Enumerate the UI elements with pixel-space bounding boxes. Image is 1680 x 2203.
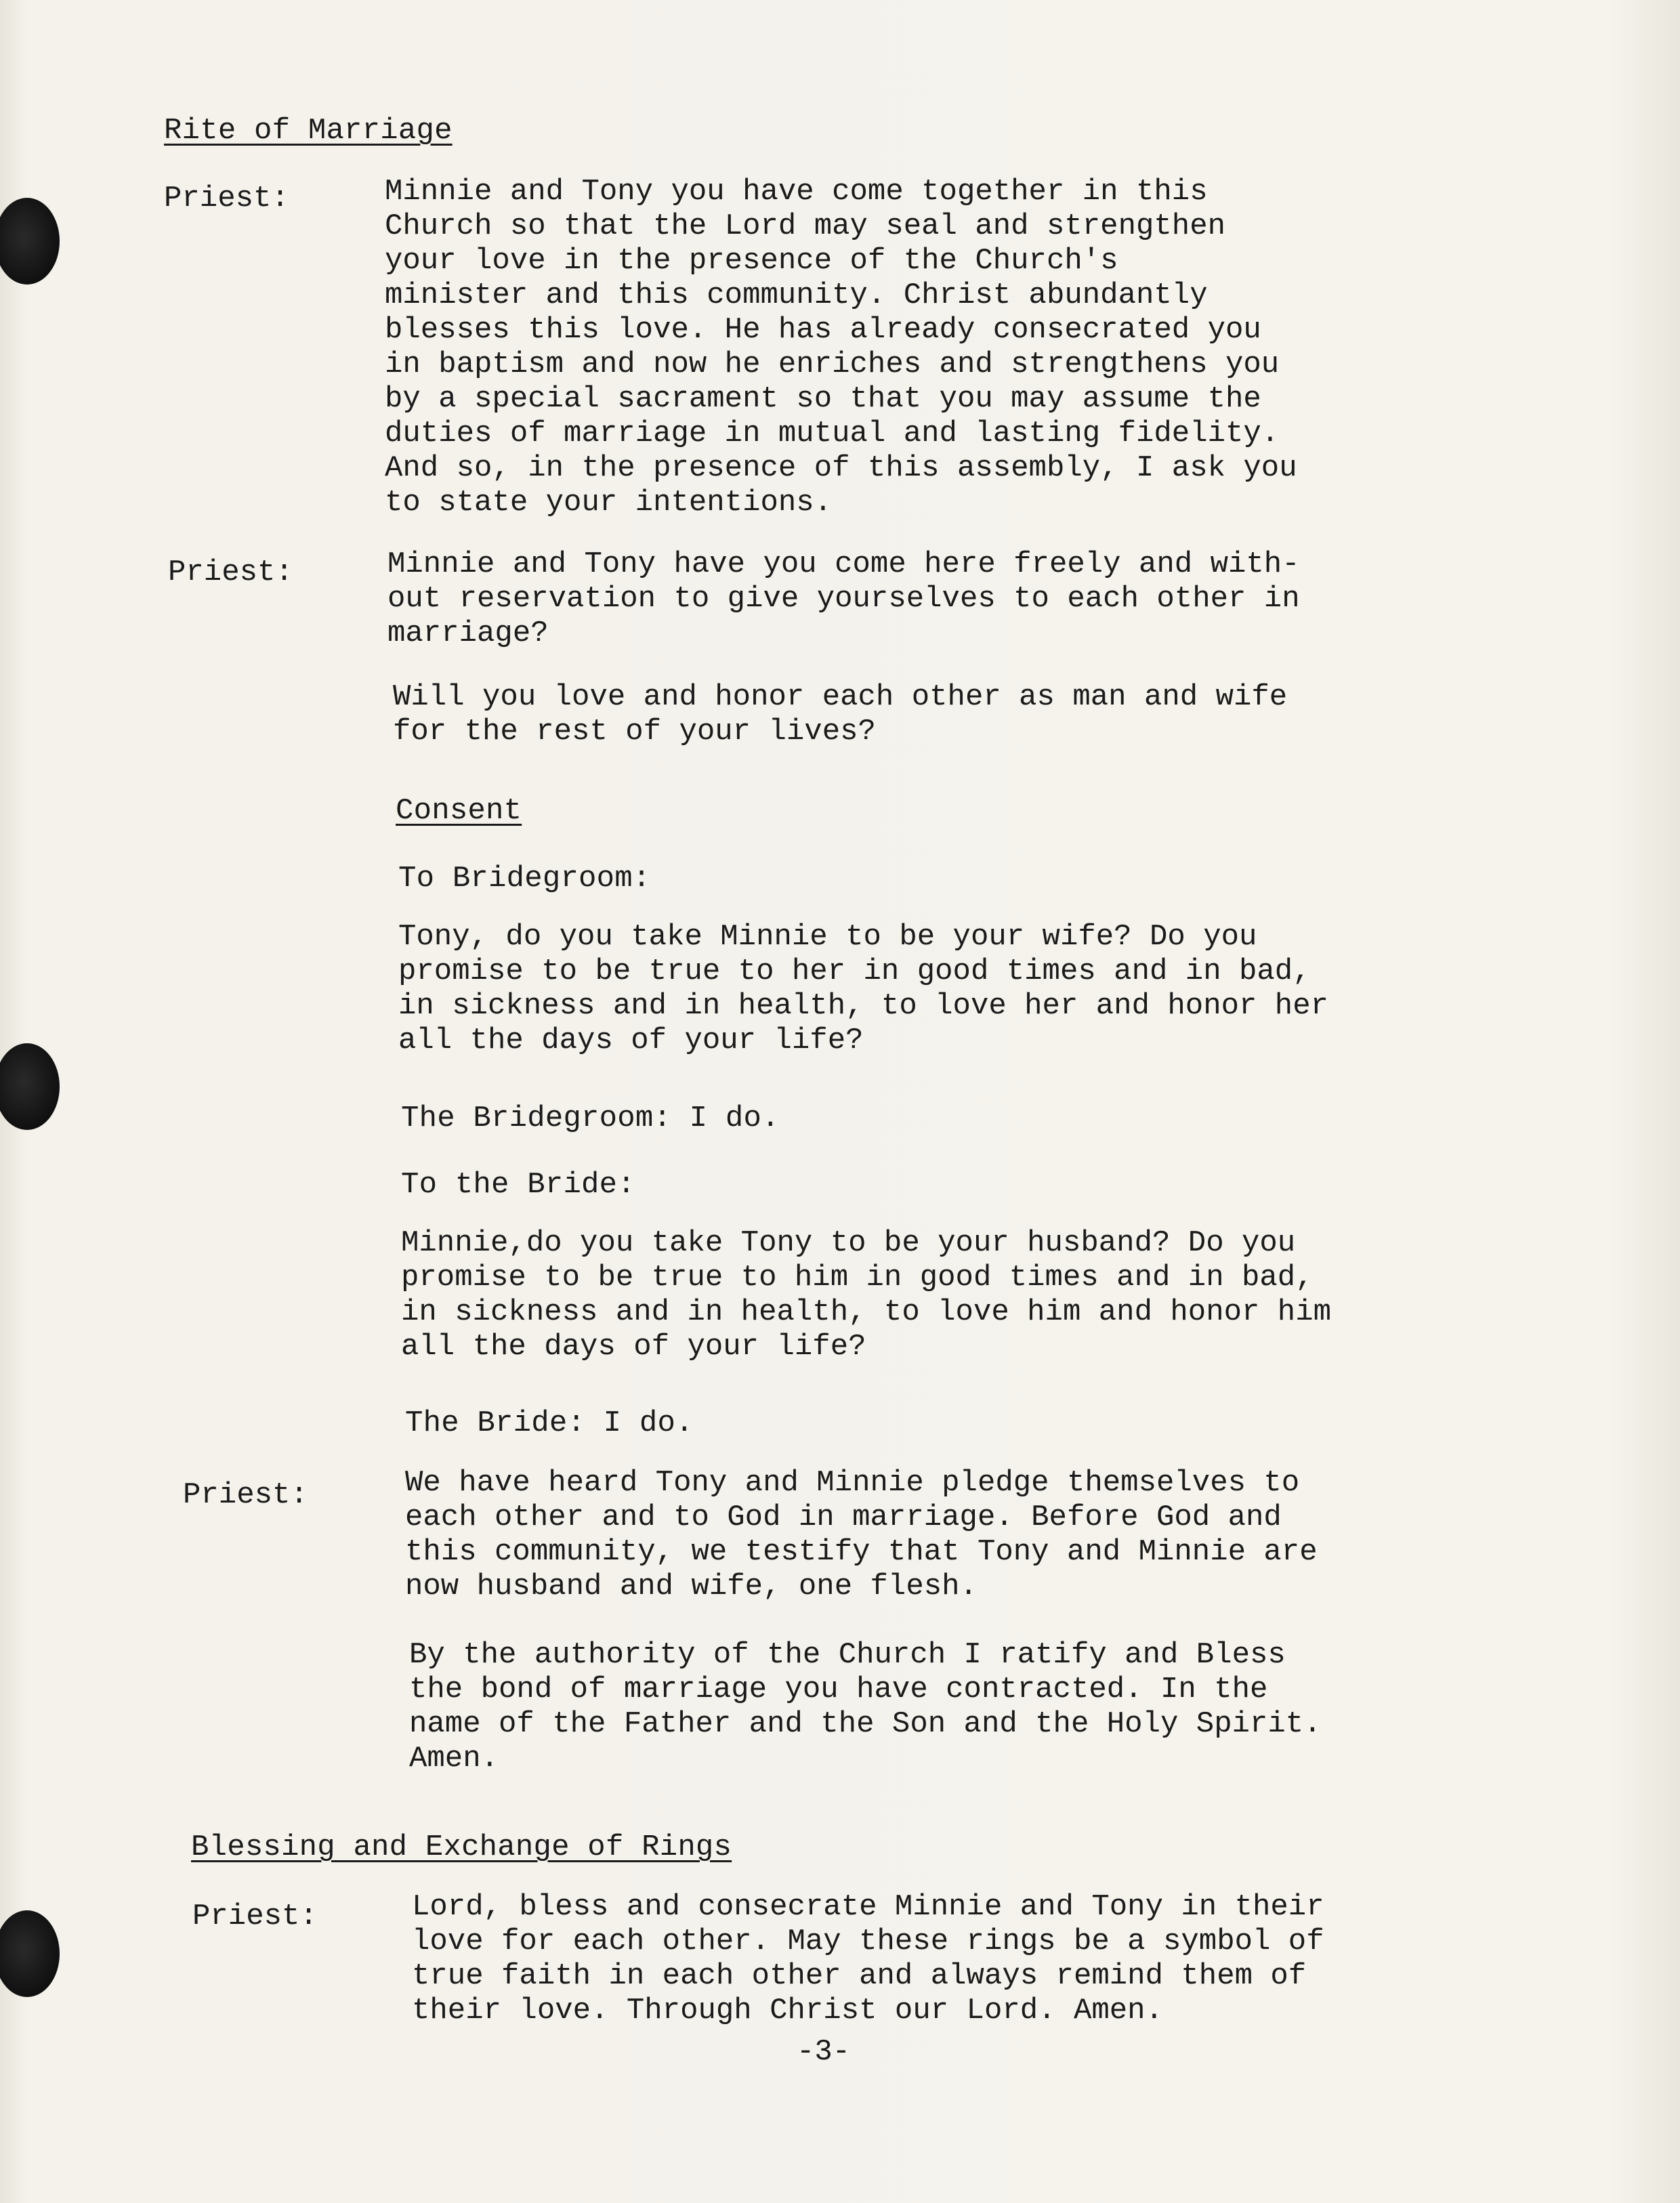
text-line: Minnie and Tony you have come together in this: [385, 175, 1208, 209]
text-line: this community, we testify that Tony and Minnie are: [405, 1535, 1318, 1569]
text-line: Lord, bless and consecrate Minnie and Tony in their: [412, 1890, 1324, 1924]
text-line: all the days of your life?: [398, 1024, 864, 1057]
text-line: Amen.: [409, 1742, 499, 1776]
text-line: the bond of marriage you have contracted. In the: [409, 1673, 1268, 1706]
speaker-label: Priest:: [192, 1900, 318, 1933]
priest-declaration-paragraph: [405, 1466, 1318, 1604]
text-line: in sickness and in health, to love her and honor her: [398, 989, 1329, 1023]
priest-ratification-paragraph: [409, 1638, 1322, 1776]
section-heading-rings: Blessing and Exchange of Rings: [191, 1830, 732, 1864]
to-bridegroom-label: To Bridegroom:: [398, 862, 651, 896]
text-line: in sickness and in health, to love him and honor him: [401, 1295, 1332, 1329]
speaker-label: Priest:: [168, 555, 293, 589]
groom-question-paragraph: [398, 920, 1328, 1058]
binder-hole: [0, 1043, 60, 1130]
groom-answer: The Bridegroom: I do.: [401, 1102, 780, 1135]
text-line: their love. Through Christ our Lord. Amen.: [412, 1994, 1163, 2028]
text-line: true faith in each other and always remind them of: [412, 1959, 1307, 1993]
section-heading-consent: Consent: [396, 794, 522, 828]
text-line: minister and this community. Christ abundantly: [385, 278, 1208, 312]
text-line: Tony, do you take Minnie to be your wife? Do you: [398, 920, 1257, 954]
text-line: out reservation to give yourselves to each other in: [387, 582, 1300, 616]
bride-question-paragraph: [401, 1226, 1331, 1364]
text-line: We have heard Tony and Minnie pledge themselves to: [405, 1466, 1300, 1500]
text-line: marriage?: [387, 616, 549, 650]
text-line: Minnie,do you take Tony to be your husband? Do you: [401, 1226, 1296, 1260]
text-line: now husband and wife, one flesh.: [405, 1570, 978, 1603]
bride-answer: The Bride: I do.: [405, 1406, 694, 1440]
text-line: promise to be true to her in good times and in bad,: [398, 954, 1311, 988]
priest-vow-question: [393, 680, 1287, 749]
text-line: And so, in the presence of this assembly, I ask you: [385, 451, 1297, 485]
priest-intro-paragraph: [385, 175, 1297, 520]
priest-question-paragraph: [387, 547, 1300, 651]
text-line: blesses this love. He has already consecrated you: [385, 313, 1261, 347]
to-bride-label: To the Bride:: [401, 1168, 635, 1202]
text-line: Church so that the Lord may seal and strengthen: [385, 209, 1226, 243]
text-line: for the rest of your lives?: [393, 715, 876, 749]
text-line: By the authority of the Church I ratify and Bless: [409, 1638, 1286, 1672]
text-line: Will you love and honor each other as man and wife: [393, 680, 1288, 714]
binder-hole: [0, 1910, 60, 1997]
text-line: promise to be true to him in good times and in bad,: [401, 1261, 1314, 1295]
text-line: in baptism and now he enriches and strengthens you: [385, 348, 1280, 381]
text-line: Minnie and Tony have you come here freely and with-: [387, 547, 1300, 581]
ring-blessing-paragraph: [412, 1890, 1324, 2028]
text-line: each other and to God in marriage. Before God and: [405, 1501, 1282, 1534]
text-line: your love in the presence of the Church's: [385, 244, 1118, 278]
text-line: by a special sacrament so that you may assume the: [385, 382, 1261, 416]
speaker-label: Priest:: [183, 1478, 308, 1512]
section-heading-rite: Rite of Marriage: [164, 114, 453, 148]
page-number: -3-: [797, 2035, 851, 2069]
text-line: duties of marriage in mutual and lasting fidelity.: [385, 417, 1280, 450]
text-line: name of the Father and the Son and the Holy Spirit.: [409, 1707, 1322, 1741]
text-line: all the days of your life?: [401, 1330, 866, 1364]
binder-hole: [0, 198, 60, 285]
text-line: to state your intentions.: [385, 486, 833, 520]
speaker-label: Priest:: [164, 182, 289, 215]
text-line: love for each other. May these rings be a symbol of: [412, 1925, 1324, 1958]
